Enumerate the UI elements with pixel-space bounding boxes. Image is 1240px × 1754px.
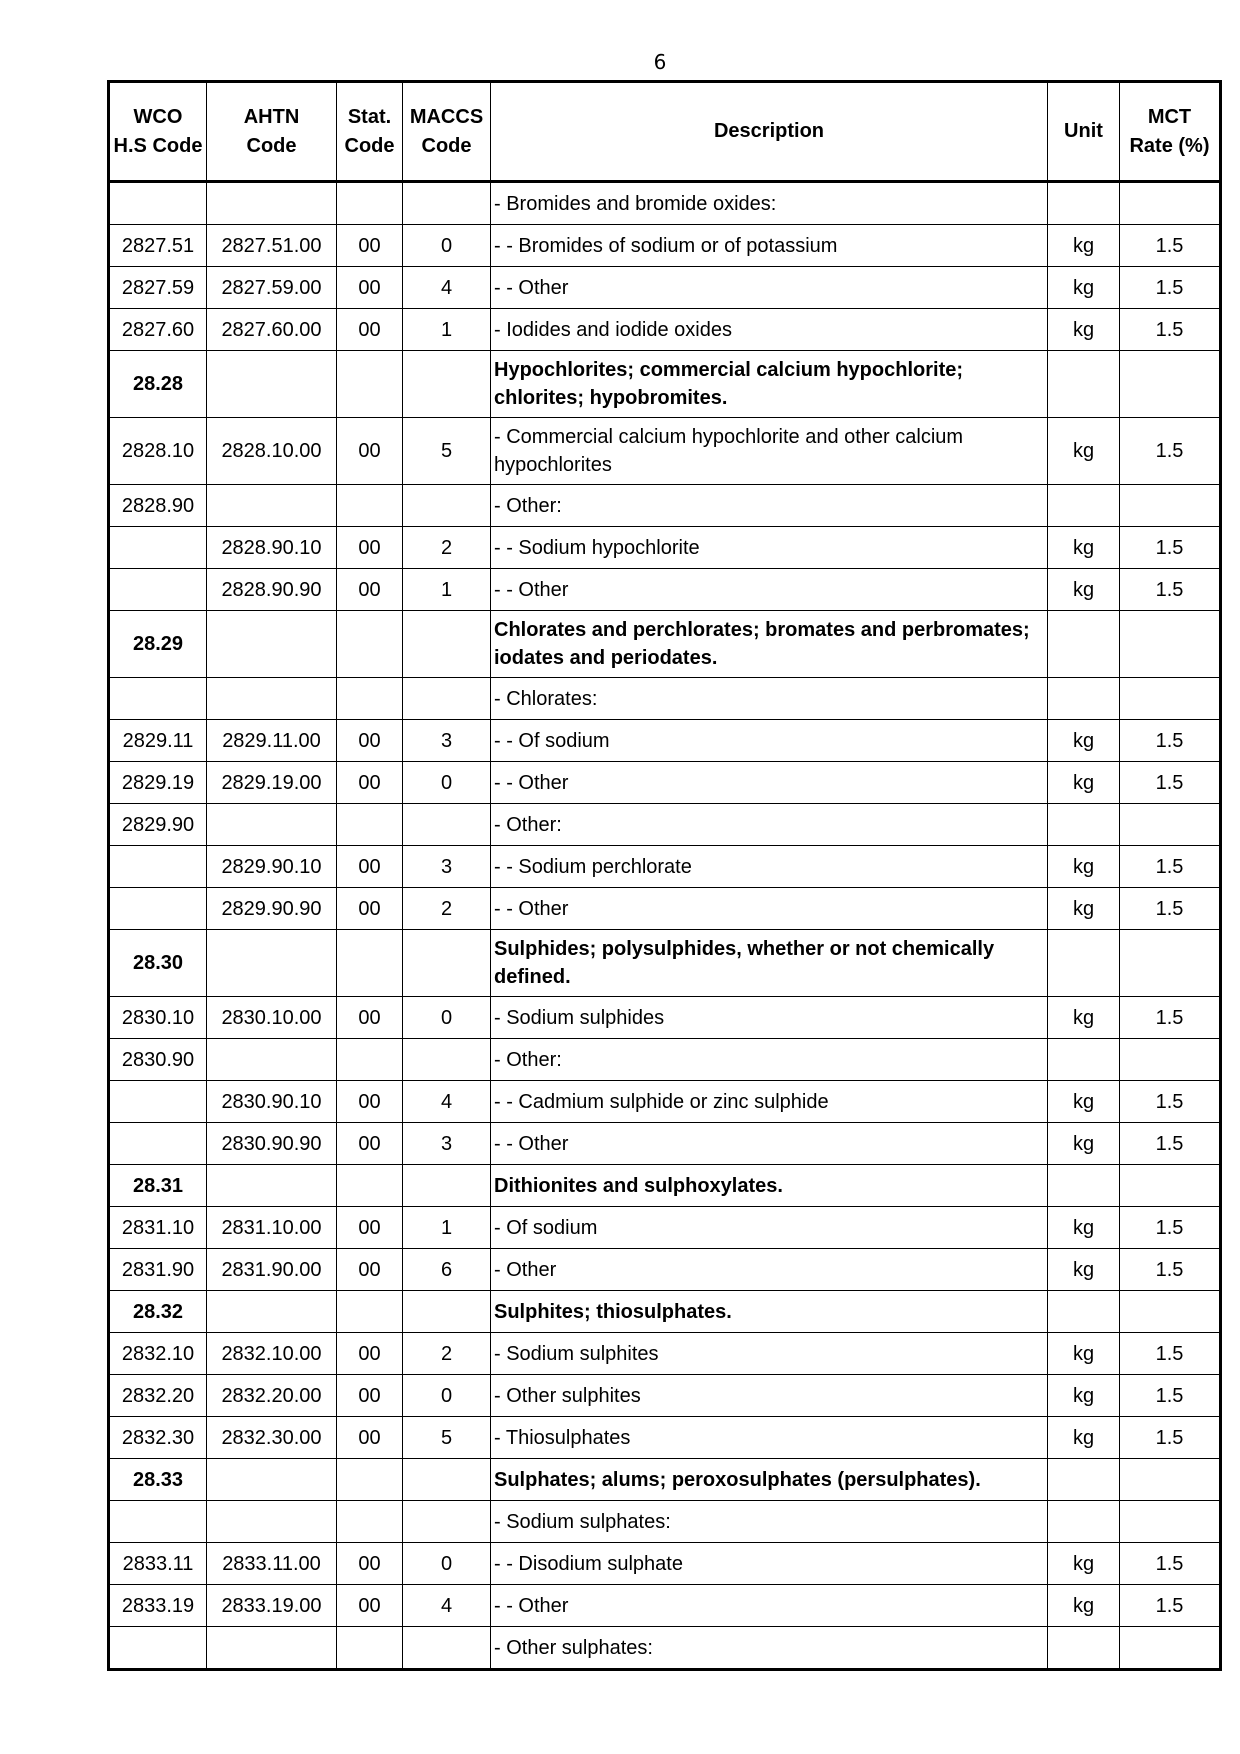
description-cell: - - Other [491, 1585, 1048, 1627]
ahtn-code-cell: 2827.51.00 [207, 225, 337, 267]
wco-hs-code-cell [109, 1123, 207, 1165]
unit-cell: kg [1048, 997, 1120, 1039]
description-cell: - Other: [491, 1039, 1048, 1081]
ahtn-code-cell: 2832.10.00 [207, 1333, 337, 1375]
maccs-code-cell: 0 [403, 1375, 491, 1417]
stat-code-cell: 00 [337, 418, 403, 485]
wco-hs-code-cell [109, 888, 207, 930]
description-cell: Hypochlorites; commercial calcium hypochlorite; chlorites; hypobromites. [491, 351, 1048, 418]
description-cell: - Sodium sulphates: [491, 1501, 1048, 1543]
maccs-code-cell [403, 930, 491, 997]
table-row [109, 762, 1221, 804]
maccs-code-cell [403, 1627, 491, 1670]
stat-code-cell [337, 182, 403, 225]
wco-hs-code-cell [109, 1081, 207, 1123]
wco-hs-code-cell [109, 527, 207, 569]
description-cell: - - Cadmium sulphide or zinc sulphide [491, 1081, 1048, 1123]
wco-hs-code-cell: 2829.19 [109, 762, 207, 804]
wco-hs-code-cell: 2827.60 [109, 309, 207, 351]
table-row [109, 527, 1221, 569]
unit-cell [1048, 611, 1120, 678]
mct-rate-cell [1120, 1165, 1221, 1207]
header-description: Description [491, 82, 1048, 182]
description-cell: - Sodium sulphites [491, 1333, 1048, 1375]
unit-cell [1048, 804, 1120, 846]
stat-code-cell: 00 [337, 1207, 403, 1249]
unit-cell: kg [1048, 1585, 1120, 1627]
header-maccs-line1: MACCS [409, 105, 484, 128]
wco-hs-code-cell [109, 182, 207, 225]
unit-cell [1048, 1039, 1120, 1081]
unit-cell: kg [1048, 1417, 1120, 1459]
maccs-code-cell [403, 182, 491, 225]
maccs-code-cell: 0 [403, 997, 491, 1039]
ahtn-code-cell [207, 930, 337, 997]
maccs-code-cell: 1 [403, 309, 491, 351]
header-mct-rate [1120, 82, 1221, 182]
wco-hs-code-cell: 2833.11 [109, 1543, 207, 1585]
mct-rate-cell: 1.5 [1120, 1123, 1221, 1165]
description-cell: - Sodium sulphides [491, 997, 1048, 1039]
stat-code-cell: 00 [337, 1249, 403, 1291]
ahtn-code-cell: 2830.10.00 [207, 997, 337, 1039]
ahtn-code-cell: 2830.90.90 [207, 1123, 337, 1165]
description-cell: - - Other [491, 569, 1048, 611]
maccs-code-cell [403, 678, 491, 720]
ahtn-code-cell [207, 1039, 337, 1081]
description-cell: - - Sodium perchlorate [491, 846, 1048, 888]
description-cell: - Thiosulphates [491, 1417, 1048, 1459]
table-row [109, 1333, 1221, 1375]
unit-cell [1048, 485, 1120, 527]
wco-hs-code-cell: 2831.10 [109, 1207, 207, 1249]
header-row [109, 82, 1221, 182]
ahtn-code-cell [207, 182, 337, 225]
maccs-code-cell [403, 611, 491, 678]
heading-row [109, 351, 1221, 418]
maccs-code-cell: 0 [403, 762, 491, 804]
description-cell: - - Other [491, 267, 1048, 309]
maccs-code-cell [403, 1291, 491, 1333]
header-maccs-code [403, 82, 491, 182]
unit-cell [1048, 930, 1120, 997]
wco-hs-code-cell: 2827.51 [109, 225, 207, 267]
wco-hs-code-cell: 28.28 [109, 351, 207, 418]
ahtn-code-cell: 2829.19.00 [207, 762, 337, 804]
unit-cell: kg [1048, 1333, 1120, 1375]
mct-rate-cell [1120, 611, 1221, 678]
table-row [109, 846, 1221, 888]
stat-code-cell: 00 [337, 1417, 403, 1459]
table-row [109, 1417, 1221, 1459]
maccs-code-cell: 4 [403, 1081, 491, 1123]
table-row [109, 182, 1221, 225]
stat-code-cell [337, 351, 403, 418]
mct-rate-cell: 1.5 [1120, 720, 1221, 762]
unit-cell: kg [1048, 846, 1120, 888]
unit-cell [1048, 351, 1120, 418]
mct-rate-cell [1120, 485, 1221, 527]
description-cell: - - Other [491, 888, 1048, 930]
wco-hs-code-cell: 2830.90 [109, 1039, 207, 1081]
header-wco-line1: WCO [133, 105, 183, 128]
description-cell: - Of sodium [491, 1207, 1048, 1249]
header-stat-line1: Stat. [347, 105, 392, 128]
unit-cell [1048, 1165, 1120, 1207]
maccs-code-cell: 0 [403, 225, 491, 267]
unit-cell [1048, 678, 1120, 720]
unit-cell [1048, 1627, 1120, 1670]
unit-cell: kg [1048, 762, 1120, 804]
stat-code-cell [337, 804, 403, 846]
wco-hs-code-cell: 2829.11 [109, 720, 207, 762]
wco-hs-code-cell: 28.33 [109, 1459, 207, 1501]
header-wco-line2: H.S Code [113, 134, 203, 157]
maccs-code-cell [403, 1039, 491, 1081]
description-cell: - Other [491, 1249, 1048, 1291]
unit-cell: kg [1048, 418, 1120, 485]
ahtn-code-cell: 2828.90.90 [207, 569, 337, 611]
mct-rate-cell [1120, 1459, 1221, 1501]
description-cell: Sulphides; polysulphides, whether or not chemically defined. [491, 930, 1048, 997]
maccs-code-cell: 3 [403, 720, 491, 762]
unit-cell [1048, 182, 1120, 225]
table-row [109, 485, 1221, 527]
description-cell: - Other: [491, 804, 1048, 846]
stat-code-cell [337, 1165, 403, 1207]
description-cell: - Other: [491, 485, 1048, 527]
wco-hs-code-cell [109, 1627, 207, 1670]
header-wco-hs-code [109, 82, 207, 182]
ahtn-code-cell: 2833.11.00 [207, 1543, 337, 1585]
maccs-code-cell: 3 [403, 1123, 491, 1165]
table-row [109, 1501, 1221, 1543]
table-row [109, 1081, 1221, 1123]
description-cell: - - Sodium hypochlorite [491, 527, 1048, 569]
table-row [109, 678, 1221, 720]
stat-code-cell: 00 [337, 225, 403, 267]
unit-cell: kg [1048, 1123, 1120, 1165]
description-cell: - - Bromides of sodium or of potassium [491, 225, 1048, 267]
heading-row [109, 1165, 1221, 1207]
maccs-code-cell: 2 [403, 1333, 491, 1375]
ahtn-code-cell: 2829.90.10 [207, 846, 337, 888]
maccs-code-cell: 0 [403, 1543, 491, 1585]
wco-hs-code-cell [109, 846, 207, 888]
heading-row [109, 1291, 1221, 1333]
table-row [109, 418, 1221, 485]
mct-rate-cell: 1.5 [1120, 1375, 1221, 1417]
header-ahtn-line2: Code [246, 134, 297, 157]
ahtn-code-cell [207, 678, 337, 720]
wco-hs-code-cell: 2832.20 [109, 1375, 207, 1417]
header-ahtn-code [207, 82, 337, 182]
table-row [109, 1249, 1221, 1291]
wco-hs-code-cell: 2828.90 [109, 485, 207, 527]
unit-cell: kg [1048, 1207, 1120, 1249]
description-cell: Sulphites; thiosulphates. [491, 1291, 1048, 1333]
table-row [109, 569, 1221, 611]
ahtn-code-cell: 2829.11.00 [207, 720, 337, 762]
mct-rate-cell: 1.5 [1120, 1207, 1221, 1249]
description-cell: Sulphates; alums; peroxosulphates (persulphates). [491, 1459, 1048, 1501]
stat-code-cell: 00 [337, 1543, 403, 1585]
table-row [109, 225, 1221, 267]
wco-hs-code-cell: 28.31 [109, 1165, 207, 1207]
header-stat-code [337, 82, 403, 182]
wco-hs-code-cell: 2831.90 [109, 1249, 207, 1291]
unit-cell [1048, 1291, 1120, 1333]
unit-cell: kg [1048, 720, 1120, 762]
wco-hs-code-cell: 2830.10 [109, 997, 207, 1039]
ahtn-code-cell: 2828.10.00 [207, 418, 337, 485]
stat-code-cell: 00 [337, 1333, 403, 1375]
ahtn-code-cell: 2833.19.00 [207, 1585, 337, 1627]
stat-code-cell: 00 [337, 1081, 403, 1123]
wco-hs-code-cell: 28.30 [109, 930, 207, 997]
table-row [109, 1585, 1221, 1627]
mct-rate-cell: 1.5 [1120, 1585, 1221, 1627]
table-body [109, 182, 1221, 1670]
mct-rate-cell [1120, 678, 1221, 720]
table-row [109, 888, 1221, 930]
stat-code-cell: 00 [337, 309, 403, 351]
ahtn-code-cell: 2829.90.90 [207, 888, 337, 930]
mct-rate-cell [1120, 1291, 1221, 1333]
ahtn-code-cell: 2827.59.00 [207, 267, 337, 309]
table-row [109, 309, 1221, 351]
unit-cell: kg [1048, 1249, 1120, 1291]
stat-code-cell: 00 [337, 762, 403, 804]
stat-code-cell [337, 930, 403, 997]
maccs-code-cell [403, 351, 491, 418]
header-maccs-line2: Code [421, 134, 472, 157]
table-row [109, 1207, 1221, 1249]
wco-hs-code-cell: 2833.19 [109, 1585, 207, 1627]
maccs-code-cell [403, 1165, 491, 1207]
description-cell: - Other sulphates: [491, 1627, 1048, 1670]
unit-cell: kg [1048, 1543, 1120, 1585]
table-row [109, 1543, 1221, 1585]
wco-hs-code-cell [109, 569, 207, 611]
header-stat-line2: Code [344, 134, 395, 157]
wco-hs-code-cell: 2828.10 [109, 418, 207, 485]
wco-hs-code-cell: 2829.90 [109, 804, 207, 846]
mct-rate-cell: 1.5 [1120, 527, 1221, 569]
stat-code-cell: 00 [337, 1375, 403, 1417]
maccs-code-cell: 1 [403, 569, 491, 611]
unit-cell: kg [1048, 569, 1120, 611]
mct-rate-cell [1120, 351, 1221, 418]
maccs-code-cell: 3 [403, 846, 491, 888]
stat-code-cell [337, 1291, 403, 1333]
mct-rate-cell [1120, 1039, 1221, 1081]
mct-rate-cell: 1.5 [1120, 846, 1221, 888]
mct-rate-cell [1120, 1627, 1221, 1670]
wco-hs-code-cell: 2832.30 [109, 1417, 207, 1459]
ahtn-code-cell [207, 1291, 337, 1333]
description-cell: - - Other [491, 1123, 1048, 1165]
mct-rate-cell: 1.5 [1120, 1081, 1221, 1123]
stat-code-cell: 00 [337, 569, 403, 611]
ahtn-code-cell [207, 1627, 337, 1670]
table-row [109, 1375, 1221, 1417]
wco-hs-code-cell: 2832.10 [109, 1333, 207, 1375]
mct-rate-cell: 1.5 [1120, 888, 1221, 930]
ahtn-code-cell [207, 485, 337, 527]
mct-rate-cell: 1.5 [1120, 569, 1221, 611]
table-row [109, 267, 1221, 309]
stat-code-cell: 00 [337, 720, 403, 762]
maccs-code-cell: 4 [403, 1585, 491, 1627]
wco-hs-code-cell: 28.32 [109, 1291, 207, 1333]
mct-rate-cell: 1.5 [1120, 225, 1221, 267]
mct-rate-cell [1120, 804, 1221, 846]
unit-cell: kg [1048, 527, 1120, 569]
stat-code-cell [337, 1501, 403, 1543]
ahtn-code-cell: 2832.30.00 [207, 1417, 337, 1459]
description-cell: - Iodides and iodide oxides [491, 309, 1048, 351]
maccs-code-cell: 6 [403, 1249, 491, 1291]
maccs-code-cell [403, 1501, 491, 1543]
page-number: 6 [653, 50, 667, 74]
maccs-code-cell: 2 [403, 527, 491, 569]
maccs-code-cell: 5 [403, 418, 491, 485]
table-row [109, 720, 1221, 762]
unit-cell: kg [1048, 267, 1120, 309]
description-cell: Dithionites and sulphoxylates. [491, 1165, 1048, 1207]
heading-row [109, 1459, 1221, 1501]
stat-code-cell: 00 [337, 888, 403, 930]
maccs-code-cell [403, 804, 491, 846]
maccs-code-cell [403, 485, 491, 527]
ahtn-code-cell [207, 1165, 337, 1207]
ahtn-code-cell: 2830.90.10 [207, 1081, 337, 1123]
header-ahtn-line1: AHTN [243, 105, 300, 128]
stat-code-cell: 00 [337, 267, 403, 309]
mct-rate-cell: 1.5 [1120, 1333, 1221, 1375]
ahtn-code-cell [207, 1459, 337, 1501]
maccs-code-cell: 4 [403, 267, 491, 309]
table-row [109, 1039, 1221, 1081]
stat-code-cell: 00 [337, 1585, 403, 1627]
stat-code-cell: 00 [337, 997, 403, 1039]
maccs-code-cell: 2 [403, 888, 491, 930]
mct-rate-cell: 1.5 [1120, 1543, 1221, 1585]
unit-cell: kg [1048, 225, 1120, 267]
table-row [109, 1123, 1221, 1165]
mct-rate-cell: 1.5 [1120, 762, 1221, 804]
stat-code-cell [337, 611, 403, 678]
ahtn-code-cell: 2831.10.00 [207, 1207, 337, 1249]
unit-cell: kg [1048, 309, 1120, 351]
tariff-table [107, 80, 1222, 1671]
wco-hs-code-cell: 2827.59 [109, 267, 207, 309]
stat-code-cell [337, 1627, 403, 1670]
mct-rate-cell: 1.5 [1120, 1249, 1221, 1291]
description-cell: - - Of sodium [491, 720, 1048, 762]
ahtn-code-cell [207, 804, 337, 846]
maccs-code-cell: 5 [403, 1417, 491, 1459]
table-row [109, 1627, 1221, 1670]
header-mct-line1: MCT [1147, 105, 1192, 128]
wco-hs-code-cell [109, 678, 207, 720]
table-row [109, 997, 1221, 1039]
unit-cell [1048, 1459, 1120, 1501]
description-cell: - Other sulphites [491, 1375, 1048, 1417]
heading-row [109, 930, 1221, 997]
unit-cell [1048, 1501, 1120, 1543]
table-row [109, 804, 1221, 846]
description-cell: - - Disodium sulphate [491, 1543, 1048, 1585]
mct-rate-cell: 1.5 [1120, 997, 1221, 1039]
unit-cell: kg [1048, 1081, 1120, 1123]
stat-code-cell [337, 1039, 403, 1081]
unit-cell: kg [1048, 888, 1120, 930]
stat-code-cell: 00 [337, 527, 403, 569]
mct-rate-cell [1120, 1501, 1221, 1543]
ahtn-code-cell: 2828.90.10 [207, 527, 337, 569]
header-unit: Unit [1048, 82, 1120, 182]
description-cell: - Chlorates: [491, 678, 1048, 720]
wco-hs-code-cell [109, 1501, 207, 1543]
header-mct-line2: Rate (%) [1129, 134, 1210, 157]
heading-row [109, 611, 1221, 678]
ahtn-code-cell [207, 351, 337, 418]
maccs-code-cell: 1 [403, 1207, 491, 1249]
ahtn-code-cell [207, 1501, 337, 1543]
description-cell: Chlorates and perchlorates; bromates and perbromates; iodates and periodates. [491, 611, 1048, 678]
ahtn-code-cell: 2832.20.00 [207, 1375, 337, 1417]
ahtn-code-cell: 2827.60.00 [207, 309, 337, 351]
ahtn-code-cell [207, 611, 337, 678]
unit-cell: kg [1048, 1375, 1120, 1417]
description-cell: - Bromides and bromide oxides: [491, 182, 1048, 225]
stat-code-cell [337, 485, 403, 527]
mct-rate-cell: 1.5 [1120, 309, 1221, 351]
wco-hs-code-cell: 28.29 [109, 611, 207, 678]
mct-rate-cell: 1.5 [1120, 1417, 1221, 1459]
mct-rate-cell: 1.5 [1120, 418, 1221, 485]
ahtn-code-cell: 2831.90.00 [207, 1249, 337, 1291]
stat-code-cell: 00 [337, 1123, 403, 1165]
description-cell: - - Other [491, 762, 1048, 804]
stat-code-cell: 00 [337, 846, 403, 888]
stat-code-cell [337, 1459, 403, 1501]
mct-rate-cell: 1.5 [1120, 267, 1221, 309]
description-cell: - Commercial calcium hypochlorite and other calcium hypochlorites [491, 418, 1048, 485]
mct-rate-cell [1120, 182, 1221, 225]
stat-code-cell [337, 678, 403, 720]
maccs-code-cell [403, 1459, 491, 1501]
mct-rate-cell [1120, 930, 1221, 997]
